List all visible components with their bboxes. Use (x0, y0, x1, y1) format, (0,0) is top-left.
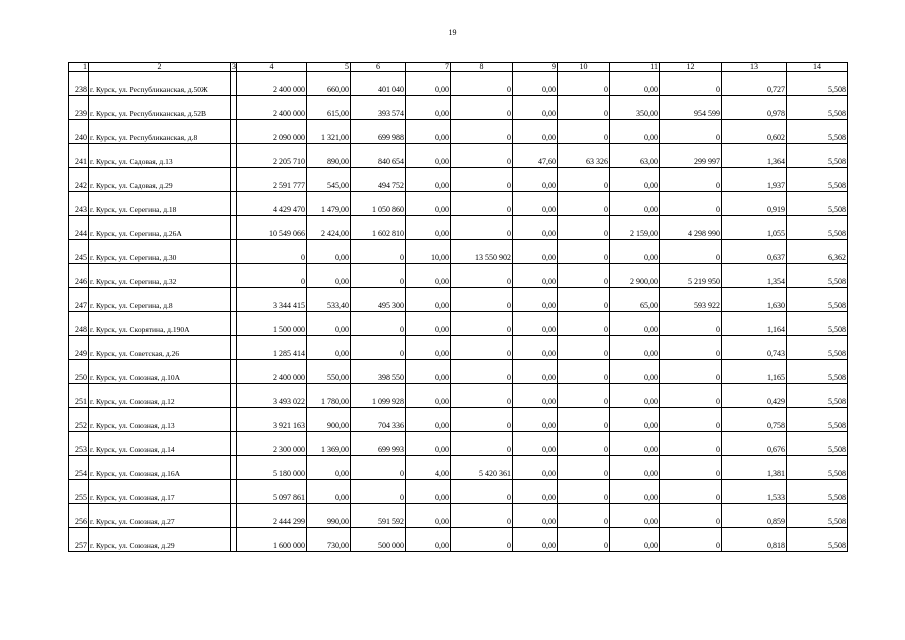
value-cell: 0 (558, 360, 610, 384)
value-cell: 0 (451, 336, 513, 360)
value-cell: 0 (451, 432, 513, 456)
value-cell: 63 326 (558, 144, 610, 168)
value-cell: 0 (451, 528, 513, 552)
value-cell: 0 (558, 216, 610, 240)
value-cell: 0 (660, 528, 722, 552)
value-cell: 0 (451, 360, 513, 384)
value-cell: 0,00 (406, 168, 451, 192)
value-cell: 0,00 (513, 480, 558, 504)
value-cell: 550,00 (307, 360, 351, 384)
value-cell: 398 550 (351, 360, 406, 384)
value-cell: 0,00 (513, 240, 558, 264)
value-cell: 0,00 (610, 456, 660, 480)
value-cell: 0 (451, 72, 513, 96)
address-cell: г. Курск, ул. Серегина, д.30 (89, 240, 231, 264)
value-cell: 900,00 (307, 408, 351, 432)
header-cell: 7 (406, 63, 451, 72)
value-cell: 591 592 (351, 504, 406, 528)
address-cell: г. Курск, ул. Союзная, д.29 (89, 528, 231, 552)
value-cell: 5,508 (787, 384, 848, 408)
value-cell: 0,00 (406, 144, 451, 168)
value-cell: 2 900,00 (610, 264, 660, 288)
value-cell: 990,00 (307, 504, 351, 528)
row-number-cell: 257 (69, 528, 89, 552)
value-cell: 1 099 928 (351, 384, 406, 408)
row-number-cell: 243 (69, 192, 89, 216)
value-cell: 0,00 (610, 480, 660, 504)
header-cell: 11 (610, 63, 660, 72)
value-cell: 0,758 (722, 408, 787, 432)
value-cell: 1 285 414 (237, 336, 307, 360)
value-cell: 0,00 (610, 72, 660, 96)
table-row (69, 360, 848, 384)
value-cell: 2 090 000 (237, 120, 307, 144)
value-cell: 47,60 (513, 144, 558, 168)
value-cell: 533,40 (307, 288, 351, 312)
value-cell: 0 (660, 120, 722, 144)
value-cell: 65,00 (610, 288, 660, 312)
value-cell: 0,00 (610, 432, 660, 456)
value-cell: 1 050 860 (351, 192, 406, 216)
value-cell: 0,00 (406, 216, 451, 240)
value-cell: 4,00 (406, 456, 451, 480)
row-number-cell: 242 (69, 168, 89, 192)
value-cell: 5,508 (787, 96, 848, 120)
address-cell: г. Курск, ул. Союзная, д.14 (89, 432, 231, 456)
value-cell: 1,165 (722, 360, 787, 384)
value-cell: 0,743 (722, 336, 787, 360)
row-number-cell: 245 (69, 240, 89, 264)
row-number-cell: 254 (69, 456, 89, 480)
value-cell: 0,00 (406, 528, 451, 552)
value-cell: 0,00 (406, 312, 451, 336)
value-cell: 1,055 (722, 216, 787, 240)
row-number-cell: 238 (69, 72, 89, 96)
value-cell: 0,00 (513, 504, 558, 528)
value-cell: 0,00 (406, 288, 451, 312)
value-cell: 5,508 (787, 312, 848, 336)
address-cell: г. Курск, ул. Республиканская, д.52В (89, 96, 231, 120)
address-cell: г. Курск, ул. Садовая, д.13 (89, 144, 231, 168)
value-cell: 0 (660, 408, 722, 432)
value-cell: 0,00 (610, 192, 660, 216)
value-cell: 0 (660, 384, 722, 408)
value-cell: 0,00 (610, 384, 660, 408)
value-cell: 350,00 (610, 96, 660, 120)
address-cell: г. Курск, ул. Республиканская, д.8 (89, 120, 231, 144)
value-cell: 0 (660, 432, 722, 456)
value-cell: 0,00 (610, 408, 660, 432)
value-cell: 0,00 (513, 168, 558, 192)
table-row (69, 504, 848, 528)
value-cell: 401 040 (351, 72, 406, 96)
value-cell: 0,00 (513, 456, 558, 480)
value-cell: 0,00 (513, 408, 558, 432)
value-cell: 0 (451, 288, 513, 312)
value-cell: 1 500 000 (237, 312, 307, 336)
value-cell: 5,508 (787, 264, 848, 288)
value-cell: 0,00 (513, 360, 558, 384)
value-cell: 0,602 (722, 120, 787, 144)
value-cell: 0 (660, 72, 722, 96)
value-cell: 0,859 (722, 504, 787, 528)
value-cell: 0 (660, 480, 722, 504)
value-cell: 495 300 (351, 288, 406, 312)
value-cell: 1,533 (722, 480, 787, 504)
value-cell: 2 159,00 (610, 216, 660, 240)
value-cell: 5 180 000 (237, 456, 307, 480)
value-cell: 0,00 (406, 120, 451, 144)
value-cell: 0 (237, 264, 307, 288)
value-cell: 0 (351, 336, 406, 360)
value-cell: 1 780,00 (307, 384, 351, 408)
value-cell: 5 219 950 (660, 264, 722, 288)
value-cell: 0 (558, 96, 610, 120)
header-cell: 9 (513, 63, 558, 72)
table-row (69, 240, 848, 264)
value-cell: 0 (558, 432, 610, 456)
value-cell: 0,00 (610, 120, 660, 144)
value-cell: 5,508 (787, 288, 848, 312)
value-cell: 2 444 299 (237, 504, 307, 528)
value-cell: 0,00 (406, 360, 451, 384)
table-row (69, 264, 848, 288)
table-row (69, 336, 848, 360)
value-cell: 10 549 066 (237, 216, 307, 240)
value-cell: 3 921 163 (237, 408, 307, 432)
table-row (69, 432, 848, 456)
value-cell: 500 000 (351, 528, 406, 552)
value-cell: 0 (660, 312, 722, 336)
row-number-cell: 252 (69, 408, 89, 432)
address-cell: г. Курск, ул. Садовая, д.29 (89, 168, 231, 192)
value-cell: 5,508 (787, 216, 848, 240)
value-cell: 0 (351, 264, 406, 288)
value-cell: 890,00 (307, 144, 351, 168)
header-cell: 1 (69, 63, 89, 72)
value-cell: 0,00 (513, 528, 558, 552)
value-cell: 0,00 (406, 432, 451, 456)
value-cell: 0,00 (406, 192, 451, 216)
value-cell: 0,00 (610, 336, 660, 360)
address-cell: г. Курск, ул. Серегина, д.18 (89, 192, 231, 216)
value-cell: 1 479,00 (307, 192, 351, 216)
value-cell: 0,00 (610, 240, 660, 264)
value-cell: 0 (660, 336, 722, 360)
row-number-cell: 248 (69, 312, 89, 336)
data-table (68, 62, 848, 552)
header-cell: 4 (237, 63, 307, 72)
value-cell: 0 (660, 168, 722, 192)
value-cell: 1,630 (722, 288, 787, 312)
value-cell: 0 (451, 312, 513, 336)
value-cell: 0 (558, 120, 610, 144)
value-cell: 0 (660, 240, 722, 264)
value-cell: 0 (558, 408, 610, 432)
value-cell: 0,00 (406, 72, 451, 96)
value-cell: 1,354 (722, 264, 787, 288)
value-cell: 0,00 (406, 408, 451, 432)
value-cell: 0,00 (307, 264, 351, 288)
address-cell: г. Курск, ул. Союзная, д.10А (89, 360, 231, 384)
address-cell: г. Курск, ул. Союзная, д.27 (89, 504, 231, 528)
value-cell: 0 (451, 144, 513, 168)
value-cell: 2 400 000 (237, 360, 307, 384)
value-cell: 4 429 470 (237, 192, 307, 216)
value-cell: 1,381 (722, 456, 787, 480)
value-cell: 0 (660, 192, 722, 216)
value-cell: 5 097 861 (237, 480, 307, 504)
value-cell: 593 922 (660, 288, 722, 312)
value-cell: 5,508 (787, 360, 848, 384)
table-row (69, 288, 848, 312)
value-cell: 0,00 (406, 96, 451, 120)
row-number-cell: 255 (69, 480, 89, 504)
value-cell: 2 591 777 (237, 168, 307, 192)
address-cell: г. Курск, ул. Скорятина, д.190А (89, 312, 231, 336)
row-number-cell: 246 (69, 264, 89, 288)
table-row (69, 144, 848, 168)
value-cell: 5,508 (787, 336, 848, 360)
value-cell: 0,00 (406, 480, 451, 504)
value-cell: 1,164 (722, 312, 787, 336)
value-cell: 0 (351, 312, 406, 336)
value-cell: 0 (558, 312, 610, 336)
value-cell: 2 400 000 (237, 72, 307, 96)
value-cell: 0 (558, 264, 610, 288)
value-cell: 0,00 (513, 288, 558, 312)
header-cell: 8 (451, 63, 513, 72)
value-cell: 5,508 (787, 72, 848, 96)
value-cell: 545,00 (307, 168, 351, 192)
value-cell: 0,00 (610, 312, 660, 336)
value-cell: 0,00 (610, 528, 660, 552)
table-row (69, 192, 848, 216)
value-cell: 0,00 (513, 96, 558, 120)
value-cell: 1 602 810 (351, 216, 406, 240)
header-row (69, 63, 848, 72)
value-cell: 1 600 000 (237, 528, 307, 552)
row-number-cell: 240 (69, 120, 89, 144)
row-number-cell: 253 (69, 432, 89, 456)
value-cell: 615,00 (307, 96, 351, 120)
value-cell: 0 (558, 456, 610, 480)
value-cell: 0 (558, 288, 610, 312)
address-cell: г. Курск, ул. Союзная, д.13 (89, 408, 231, 432)
value-cell: 0 (451, 192, 513, 216)
value-cell: 0,429 (722, 384, 787, 408)
value-cell: 3 344 415 (237, 288, 307, 312)
table-row (69, 384, 848, 408)
value-cell: 0,00 (513, 216, 558, 240)
value-cell: 0,00 (610, 504, 660, 528)
value-cell: 0,00 (513, 432, 558, 456)
value-cell: 0,00 (406, 336, 451, 360)
table-row (69, 216, 848, 240)
value-cell: 0,00 (406, 504, 451, 528)
address-cell: г. Курск, ул. Серегина, д.26А (89, 216, 231, 240)
value-cell: 0 (451, 168, 513, 192)
value-cell: 954 599 (660, 96, 722, 120)
row-number-cell: 256 (69, 504, 89, 528)
value-cell: 5,508 (787, 456, 848, 480)
value-cell: 299 997 (660, 144, 722, 168)
row-number-cell: 250 (69, 360, 89, 384)
row-number-cell: 251 (69, 384, 89, 408)
value-cell: 0,00 (513, 72, 558, 96)
table-row (69, 120, 848, 144)
value-cell: 0,00 (513, 384, 558, 408)
value-cell: 0,727 (722, 72, 787, 96)
header-cell: 14 (787, 63, 848, 72)
value-cell: 0 (451, 504, 513, 528)
table-row (69, 96, 848, 120)
value-cell: 0 (660, 360, 722, 384)
value-cell: 5,508 (787, 528, 848, 552)
value-cell: 1,364 (722, 144, 787, 168)
value-cell: 5,508 (787, 480, 848, 504)
value-cell: 0 (451, 480, 513, 504)
value-cell: 0,978 (722, 96, 787, 120)
address-cell: г. Курск, ул. Серегина, д.32 (89, 264, 231, 288)
header-cell: 6 (351, 63, 406, 72)
table-row (69, 72, 848, 96)
value-cell: 0,00 (513, 192, 558, 216)
value-cell: 0 (351, 480, 406, 504)
value-cell: 0,00 (307, 480, 351, 504)
value-cell: 0,00 (406, 384, 451, 408)
value-cell: 5,508 (787, 432, 848, 456)
value-cell: 699 993 (351, 432, 406, 456)
value-cell: 0,637 (722, 240, 787, 264)
page-number: 19 (448, 28, 457, 37)
table-row (69, 312, 848, 336)
value-cell: 0 (451, 264, 513, 288)
value-cell: 0 (558, 72, 610, 96)
value-cell: 0,818 (722, 528, 787, 552)
value-cell: 0 (558, 480, 610, 504)
value-cell: 0 (451, 408, 513, 432)
row-number-cell: 241 (69, 144, 89, 168)
header-cell: 3 (232, 62, 236, 71)
value-cell: 0,00 (513, 336, 558, 360)
value-cell: 0 (558, 384, 610, 408)
table-row (69, 480, 848, 504)
value-cell: 0,00 (513, 120, 558, 144)
value-cell: 840 654 (351, 144, 406, 168)
value-cell: 5,508 (787, 168, 848, 192)
value-cell: 0 (558, 168, 610, 192)
header-cell: 10 (558, 63, 610, 72)
value-cell: 5,508 (787, 120, 848, 144)
value-cell: 5,508 (787, 504, 848, 528)
header-cell: 5 (307, 63, 351, 72)
value-cell: 393 574 (351, 96, 406, 120)
row-number-cell: 244 (69, 216, 89, 240)
value-cell: 2 205 710 (237, 144, 307, 168)
value-cell: 1 321,00 (307, 120, 351, 144)
value-cell: 2 300 000 (237, 432, 307, 456)
value-cell: 0 (451, 216, 513, 240)
value-cell: 0 (558, 504, 610, 528)
value-cell: 0,00 (307, 240, 351, 264)
address-cell: г. Курск, ул. Союзная, д.17 (89, 480, 231, 504)
address-cell: г. Курск, ул. Серегина, д.8 (89, 288, 231, 312)
value-cell: 0,00 (610, 360, 660, 384)
address-cell: г. Курск, ул. Союзная, д.16А (89, 456, 231, 480)
value-cell: 5,508 (787, 144, 848, 168)
row-number-cell: 247 (69, 288, 89, 312)
value-cell: 13 550 902 (451, 240, 513, 264)
header-cell: 2 (89, 63, 231, 72)
table-row (69, 168, 848, 192)
row-number-cell: 249 (69, 336, 89, 360)
header-cell: 12 (660, 63, 722, 72)
value-cell: 0 (351, 240, 406, 264)
value-cell: 6,362 (787, 240, 848, 264)
value-cell: 5 420 361 (451, 456, 513, 480)
table-row (69, 456, 848, 480)
value-cell: 0 (558, 240, 610, 264)
value-cell: 63,00 (610, 144, 660, 168)
value-cell: 730,00 (307, 528, 351, 552)
value-cell: 0 (558, 528, 610, 552)
value-cell: 5,508 (787, 408, 848, 432)
value-cell: 699 988 (351, 120, 406, 144)
address-cell: г. Курск, ул. Советская, д.26 (89, 336, 231, 360)
value-cell: 0 (660, 504, 722, 528)
table-row (69, 408, 848, 432)
value-cell: 0,00 (406, 264, 451, 288)
value-cell: 0,00 (610, 168, 660, 192)
value-cell: 0 (237, 240, 307, 264)
value-cell: 10,00 (406, 240, 451, 264)
value-cell: 0 (451, 120, 513, 144)
value-cell: 3 493 022 (237, 384, 307, 408)
header-cell: 13 (722, 63, 787, 72)
value-cell: 1 369,00 (307, 432, 351, 456)
address-cell: г. Курск, ул. Республиканская, д.50Ж (89, 72, 231, 96)
value-cell: 2 400 000 (237, 96, 307, 120)
value-cell: 0 (351, 456, 406, 480)
value-cell: 0 (451, 384, 513, 408)
value-cell: 2 424,00 (307, 216, 351, 240)
value-cell: 5,508 (787, 192, 848, 216)
value-cell: 660,00 (307, 72, 351, 96)
value-cell: 0,00 (307, 336, 351, 360)
value-cell: 704 336 (351, 408, 406, 432)
value-cell: 1,937 (722, 168, 787, 192)
row-number-cell: 239 (69, 96, 89, 120)
value-cell: 0,00 (307, 456, 351, 480)
value-cell: 0,00 (307, 312, 351, 336)
value-cell: 0,676 (722, 432, 787, 456)
value-cell: 0,919 (722, 192, 787, 216)
table-row (69, 528, 848, 552)
value-cell: 494 752 (351, 168, 406, 192)
value-cell: 0 (558, 336, 610, 360)
value-cell: 0 (451, 96, 513, 120)
value-cell: 4 298 990 (660, 216, 722, 240)
value-cell: 0,00 (513, 264, 558, 288)
value-cell: 0 (558, 192, 610, 216)
value-cell: 0,00 (513, 312, 558, 336)
value-cell: 0 (660, 456, 722, 480)
address-cell: г. Курск, ул. Союзная, д.12 (89, 384, 231, 408)
